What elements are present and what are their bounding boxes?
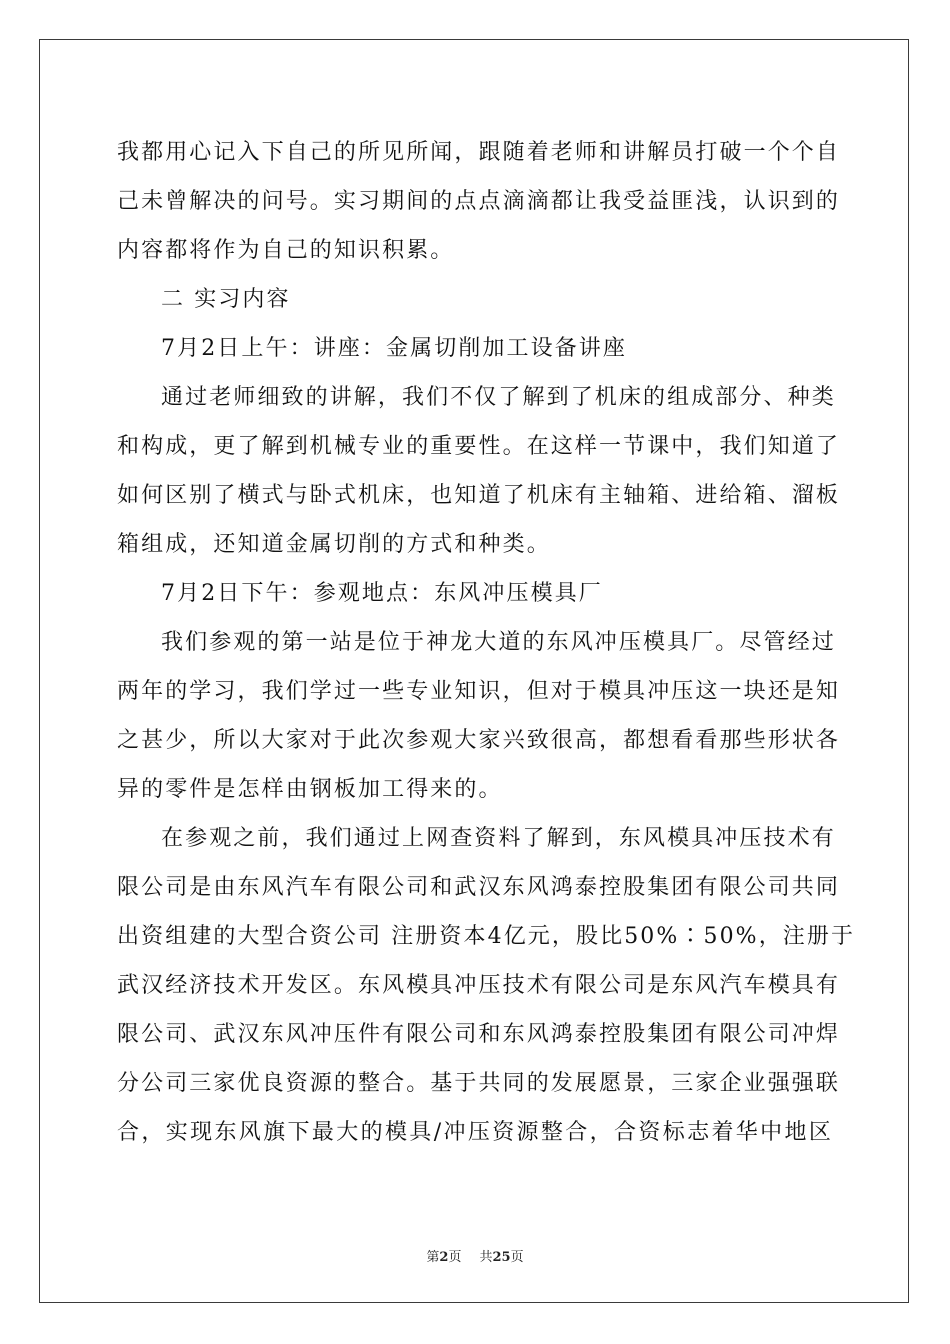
total-prefix: 共 — [479, 1250, 493, 1265]
total-pages: 25 — [492, 1250, 511, 1265]
body-line: 如何区别了横式与卧式机床，也知道了机床有主轴箱、进给箱、溜板 — [117, 483, 841, 508]
body-line: 我都用心记入下自己的所见所闻，跟随着老师和讲解员打破一个个自 — [117, 140, 841, 165]
schedule-heading: 7月2日下午：参观地点：东风冲压模具厂 — [161, 581, 603, 606]
body-line: 异的零件是怎样由钢板加工得来的。 — [117, 777, 503, 802]
body-line: 和构成，更了解到机械专业的重要性。在这样一节课中，我们知道了 — [117, 434, 841, 459]
body-line: 两年的学习，我们学过一些专业知识，但对于模具冲压这一块还是知 — [117, 679, 841, 704]
body-line: 武汉经济技术开发区。东风模具冲压技术有限公司是东风汽车模具有 — [117, 973, 841, 998]
body-line: 己未曾解决的问号。实习期间的点点滴滴都让我受益匪浅，认识到的 — [117, 189, 841, 214]
section-heading: 二 实习内容 — [161, 287, 291, 312]
page-prefix: 第 — [426, 1250, 440, 1265]
body-line: 之甚少，所以大家对于此次参观大家兴致很高，都想看看那些形状各 — [117, 728, 841, 753]
page-suffix: 页 — [448, 1250, 462, 1265]
body-line: 出资组建的大型合资公司 注册资本4亿元，股比50%∶50%，注册于 — [117, 924, 856, 949]
schedule-heading: 7月2日上午：讲座：金属切削加工设备讲座 — [161, 336, 627, 361]
body-line: 限公司、武汉东风冲压件有限公司和东风鸿泰控股集团有限公司冲焊 — [117, 1022, 841, 1047]
body-line: 分公司三家优良资源的整合。基于共同的发展愿景，三家企业强强联 — [117, 1071, 841, 1096]
document-body — [117, 128, 856, 1157]
body-line: 在参观之前，我们通过上网查资料了解到，东风模具冲压技术有 — [161, 826, 836, 851]
body-line: 我们参观的第一站是位于神龙大道的东风冲压模具厂。尽管经过 — [161, 630, 836, 655]
total-suffix: 页 — [510, 1250, 524, 1265]
page-number: 2 — [439, 1250, 449, 1265]
body-line: 限公司是由东风汽车有限公司和武汉东风鸿泰控股集团有限公司共同 — [117, 875, 841, 900]
body-line: 箱组成，还知道金属切削的方式和种类。 — [117, 532, 551, 557]
body-line: 合，实现东风旗下最大的模具/冲压资源整合，合资标志着华中地区 — [117, 1120, 833, 1145]
body-line: 通过老师细致的讲解，我们不仅了解到了机床的组成部分、种类 — [161, 385, 836, 410]
body-line: 内容都将作为自己的知识积累。 — [117, 238, 455, 263]
page-footer — [0, 1250, 950, 1266]
